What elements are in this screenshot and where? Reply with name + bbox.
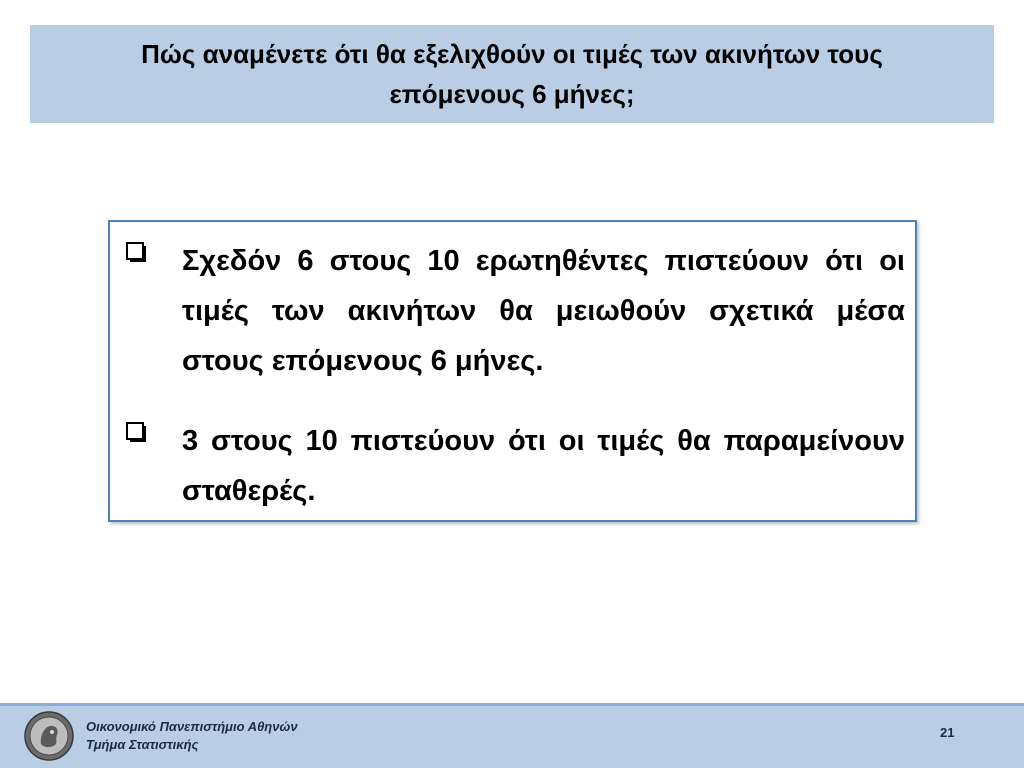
- university-seal-icon: [24, 711, 74, 761]
- checkbox-square-icon: [124, 416, 182, 466]
- institution-name: Οικονομικό Πανεπιστήμιο Αθηνών: [86, 719, 298, 734]
- content-box: [108, 220, 917, 522]
- bullet-list: [124, 236, 905, 516]
- department-name: Τμήμα Στατιστικής: [86, 737, 199, 752]
- page-number: 21: [940, 725, 955, 740]
- bullet-text: Σχεδόν 6 στους 10 ερωτηθέντες πιστεύουν ότι οι τιμές των ακινήτων θα μειωθούν σχετικά μέσα στους επόμενους 6 μήνες.: [182, 245, 905, 377]
- bullet-item: [124, 236, 905, 386]
- footer-institution-block: [86, 718, 298, 754]
- slide-title: Πώς αναμένετε ότι θα εξελιχθούν οι τιμές των ακινήτων τους επόμενους 6 μήνες;: [141, 39, 883, 109]
- footer-divider: [0, 703, 1024, 706]
- bullet-text: 3 στους 10 πιστεύουν ότι οι τιμές θα παραμείνουν σταθερές.: [182, 425, 905, 507]
- title-bar: [30, 25, 994, 123]
- checkbox-square-icon: [124, 236, 182, 286]
- bullet-item: [124, 416, 905, 516]
